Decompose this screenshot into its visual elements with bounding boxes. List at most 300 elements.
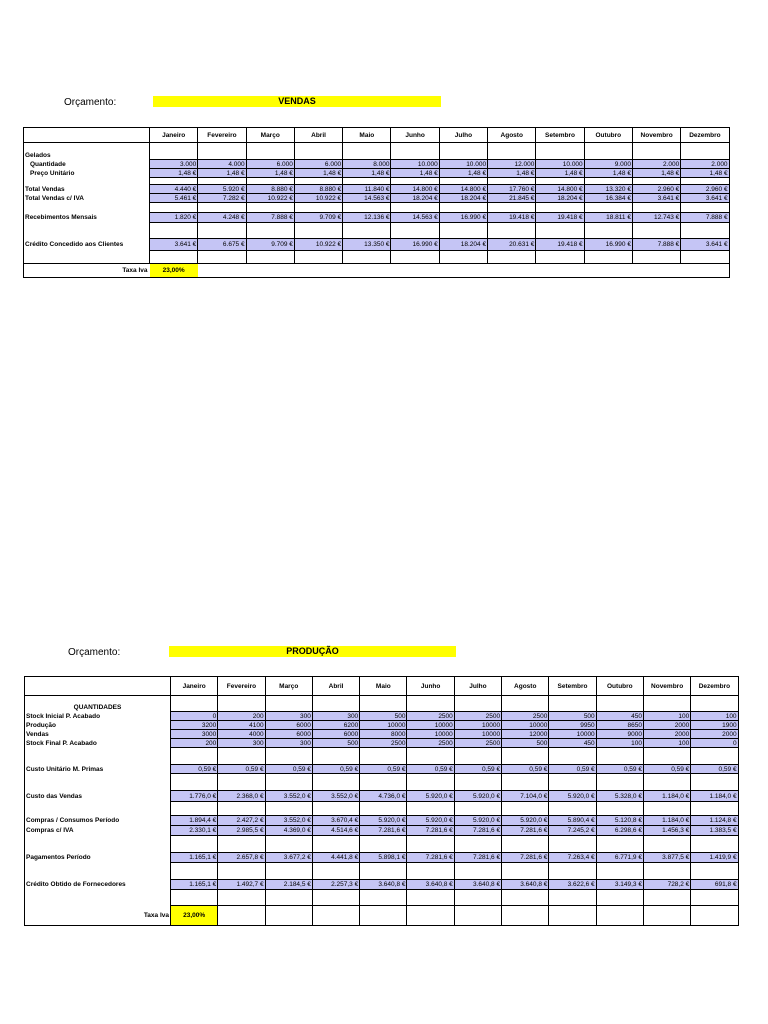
producao-value-cell: 3200: [171, 721, 218, 730]
vendas-spacer-cell: [536, 223, 584, 239]
producao-value-cell: 7.245,2 €: [549, 826, 596, 836]
vendas-spacer-cell: [198, 203, 246, 213]
vendas-value-cell: 19.418 €: [536, 213, 584, 223]
producao-value-cell: 1.383,5 €: [691, 826, 738, 836]
producao-value-cell: 1900: [691, 721, 738, 730]
producao-row-label: Produção: [26, 721, 56, 729]
producao-value-cell: 3.552,0 €: [312, 791, 359, 802]
producao-spacer-cell: [454, 836, 501, 853]
producao-spacer-cell: [596, 696, 643, 703]
producao-value-cell: 7.281,6 €: [502, 853, 549, 863]
vendas-spacer-cell: [632, 178, 680, 185]
producao-value-cell: 9000: [596, 730, 643, 739]
vendas-spacer-cell: [294, 251, 342, 264]
producao-spacer-cell: [502, 774, 549, 791]
producao-spacer-cell: [549, 836, 596, 853]
producao-value-cell: 200: [171, 739, 218, 748]
vendas-value-cell: 16.990 €: [584, 239, 632, 251]
vendas-value-cell: 1,48 €: [294, 169, 342, 178]
vendas-row-label: Total Vendas c/ IVA: [25, 194, 84, 202]
producao-value-cell: 3000: [171, 730, 218, 739]
vendas-spacer-cell: [536, 151, 584, 160]
producao-spacer-cell: [218, 863, 265, 880]
producao-spacer-cell: [691, 906, 738, 926]
producao-value-cell: 2.184,5 €: [265, 880, 312, 890]
producao-value-cell: 4100: [218, 721, 265, 730]
producao-spacer-cell: [312, 703, 359, 712]
vendas-spacer-cell: [632, 203, 680, 213]
producao-row-label: Custo das Vendas: [26, 792, 82, 800]
producao-value-cell: 2000: [643, 730, 690, 739]
vendas-spacer-cell: [681, 264, 729, 278]
producao-spacer-cell: [596, 802, 643, 816]
producao-table-row: [25, 739, 739, 748]
producao-spacer-cell: [454, 703, 501, 712]
producao-spacer-cell: [171, 748, 218, 765]
vendas-value-cell: 1,48 €: [584, 169, 632, 178]
producao-spacer-cell: [691, 774, 738, 791]
producao-value-cell: 200: [218, 712, 265, 721]
producao-value-cell: 300: [312, 712, 359, 721]
vendas-title-banner: VENDAS: [153, 96, 441, 107]
vendas-value-cell: 1,48 €: [150, 169, 198, 178]
vendas-taxa-label: Taxa Iva: [24, 264, 150, 278]
vendas-value-cell: 1,48 €: [391, 169, 439, 178]
vendas-spacer-cell: [343, 143, 391, 151]
producao-spacer-cell: [691, 890, 738, 906]
producao-value-cell: 3.640,8 €: [454, 880, 501, 890]
vendas-row-label: Crédito Concedido aos Clientes: [25, 241, 124, 248]
producao-spacer-cell: [360, 906, 407, 926]
producao-table-row: [25, 816, 739, 826]
producao-value-cell: 4.514,6 €: [312, 826, 359, 836]
vendas-value-cell: 3.641 €: [632, 194, 680, 203]
vendas-spacer-cell: [294, 264, 342, 278]
producao-value-cell: 6.298,6 €: [596, 826, 643, 836]
vendas-row-label: Total Vendas: [25, 185, 65, 193]
producao-spacer-cell: [691, 703, 738, 712]
producao-value-cell: 10000: [549, 730, 596, 739]
producao-spacer-cell: [360, 836, 407, 853]
vendas-row-label: Quantidade: [30, 160, 66, 168]
vendas-spacer-cell: [391, 264, 439, 278]
vendas-spacer-cell: [343, 264, 391, 278]
producao-spacer-cell: [218, 836, 265, 853]
producao-value-cell: 0,59 €: [691, 765, 738, 774]
producao-value-cell: 300: [265, 712, 312, 721]
vendas-table-row: [24, 185, 730, 194]
producao-table-row: [25, 730, 739, 739]
producao-value-cell: 5.920,0 €: [407, 816, 454, 826]
vendas-spacer-cell: [584, 264, 632, 278]
producao-spacer-cell: [407, 774, 454, 791]
vendas-spacer-cell: [439, 264, 487, 278]
producao-spacer-cell: [596, 748, 643, 765]
vendas-month-header: Novembro: [632, 128, 680, 143]
producao-value-cell: 3.552,0 €: [265, 816, 312, 826]
vendas-month-header: Fevereiro: [198, 128, 246, 143]
vendas-value-cell: 10.000: [391, 160, 439, 169]
producao-spacer-cell: [691, 748, 738, 765]
producao-spacer-cell: [360, 696, 407, 703]
vendas-value-cell: 10.922 €: [294, 239, 342, 251]
vendas-spacer: [24, 203, 150, 213]
producao-value-cell: 1.165,1 €: [171, 880, 218, 890]
vendas-spacer-cell: [246, 178, 294, 185]
producao-spacer-cell: [549, 696, 596, 703]
producao-value-cell: 1.165,1 €: [171, 853, 218, 863]
producao-row-label: Stock Final P. Acabado: [26, 739, 97, 747]
producao-row-label: Pagamentos Período: [26, 854, 91, 861]
producao-value-cell: 4.736,0 €: [360, 791, 407, 802]
vendas-spacer-cell: [294, 203, 342, 213]
vendas-spacer-cell: [584, 178, 632, 185]
producao-value-cell: 0,59 €: [549, 765, 596, 774]
vendas-spacer-cell: [439, 151, 487, 160]
vendas-spacer-cell: [391, 151, 439, 160]
producao-value-cell: 5.890,4 €: [549, 816, 596, 826]
producao-spacer-cell: [265, 890, 312, 906]
producao-spacer-cell: [218, 802, 265, 816]
vendas-table: [23, 127, 730, 278]
vendas-spacer: [24, 178, 150, 185]
producao-value-cell: 300: [265, 739, 312, 748]
vendas-value-cell: 1,48 €: [681, 169, 729, 178]
producao-month-header: Junho: [407, 677, 454, 696]
producao-value-cell: 1.456,3 €: [643, 826, 690, 836]
vendas-value-cell: 20.631 €: [488, 239, 536, 251]
producao-row-label: Compras / Consumos Período: [26, 817, 120, 824]
producao-spacer: [25, 890, 171, 906]
producao-spacer-cell: [454, 802, 501, 816]
vendas-value-cell: 10.922 €: [294, 194, 342, 203]
vendas-spacer-cell: [246, 251, 294, 264]
producao-spacer-cell: [549, 890, 596, 906]
vendas-spacer-cell: [488, 151, 536, 160]
producao-spacer-cell: [454, 906, 501, 926]
producao-value-cell: 2.257,3 €: [312, 880, 359, 890]
vendas-month-header: Dezembro: [681, 128, 729, 143]
vendas-spacer-cell: [150, 251, 198, 264]
producao-value-cell: 3.552,0 €: [265, 791, 312, 802]
producao-taxa-label: Taxa Iva: [25, 906, 171, 926]
producao-spacer-cell: [312, 890, 359, 906]
vendas-value-cell: 10.000: [439, 160, 487, 169]
vendas-spacer-cell: [150, 178, 198, 185]
producao-value-cell: 500: [549, 712, 596, 721]
producao-spacer-cell: [596, 890, 643, 906]
vendas-spacer-cell: [391, 203, 439, 213]
producao-value-cell: 2.657,8 €: [218, 853, 265, 863]
producao-spacer-cell: [691, 696, 738, 703]
producao-spacer-cell: [265, 696, 312, 703]
vendas-group-label: Gelados: [25, 151, 51, 159]
producao-month-header: Fevereiro: [218, 677, 265, 696]
vendas-spacer-cell: [343, 151, 391, 160]
producao-value-cell: 728,2 €: [643, 880, 690, 890]
producao-value-cell: 0,59 €: [596, 765, 643, 774]
producao-spacer-cell: [265, 774, 312, 791]
producao-row-label: Compras c/ IVA: [26, 827, 74, 834]
vendas-spacer-cell: [536, 203, 584, 213]
vendas-spacer-cell: [681, 151, 729, 160]
producao-value-cell: 7.281,6 €: [454, 826, 501, 836]
vendas-spacer-cell: [681, 143, 729, 151]
vendas-table-row: [24, 239, 730, 251]
producao-value-cell: 2500: [454, 712, 501, 721]
vendas-taxa-value: 23,00%: [150, 264, 198, 278]
producao-value-cell: 5.920,0 €: [549, 791, 596, 802]
vendas-month-header: Junho: [391, 128, 439, 143]
vendas-month-header: Julho: [439, 128, 487, 143]
producao-spacer-cell: [407, 906, 454, 926]
producao-value-cell: 500: [502, 739, 549, 748]
vendas-header-corner: [24, 128, 150, 143]
producao-spacer-cell: [549, 906, 596, 926]
producao-value-cell: 2.427,2 €: [218, 816, 265, 826]
producao-value-cell: 3.640,8 €: [407, 880, 454, 890]
producao-spacer-cell: [454, 748, 501, 765]
producao-spacer-cell: [265, 906, 312, 926]
producao-value-cell: 2500: [454, 739, 501, 748]
vendas-value-cell: 7.888 €: [681, 213, 729, 223]
vendas-spacer-cell: [632, 264, 680, 278]
producao-value-cell: 5.920,0 €: [454, 791, 501, 802]
producao-spacer-cell: [265, 748, 312, 765]
vendas-value-cell: 14.800 €: [391, 185, 439, 194]
producao-spacer-cell: [312, 748, 359, 765]
producao-value-cell: 300: [218, 739, 265, 748]
vendas-spacer-cell: [488, 264, 536, 278]
vendas-value-cell: 14.800 €: [536, 185, 584, 194]
producao-month-header: Março: [265, 677, 312, 696]
vendas-value-cell: 21.845 €: [488, 194, 536, 203]
vendas-spacer-cell: [488, 251, 536, 264]
vendas-row-label: Preço Unitário: [30, 169, 75, 177]
producao-value-cell: 4000: [218, 730, 265, 739]
vendas-spacer-cell: [246, 223, 294, 239]
producao-spacer-cell: [643, 802, 690, 816]
producao-value-cell: 100: [643, 739, 690, 748]
vendas-spacer-cell: [294, 151, 342, 160]
producao-spacer-cell: [407, 703, 454, 712]
producao-spacer-cell: [171, 863, 218, 880]
producao-value-cell: 0,59 €: [218, 765, 265, 774]
producao-month-header: Janeiro: [171, 677, 218, 696]
vendas-value-cell: 6.000: [294, 160, 342, 169]
producao-month-header: Abril: [312, 677, 359, 696]
vendas-value-cell: 4.000: [198, 160, 246, 169]
producao-spacer-cell: [643, 748, 690, 765]
producao-value-cell: 6000: [265, 721, 312, 730]
producao-value-cell: 1.184,0 €: [643, 816, 690, 826]
producao-value-cell: 3.670,4 €: [312, 816, 359, 826]
vendas-spacer-cell: [246, 143, 294, 151]
producao-value-cell: 0,59 €: [502, 765, 549, 774]
vendas-month-header: Outubro: [584, 128, 632, 143]
producao-title-banner: PRODUÇÃO: [169, 646, 456, 657]
producao-spacer-cell: [407, 802, 454, 816]
vendas-value-cell: 19.418 €: [536, 239, 584, 251]
vendas-spacer-cell: [584, 223, 632, 239]
vendas-value-cell: 2.960 €: [632, 185, 680, 194]
producao-value-cell: 100: [596, 739, 643, 748]
producao-value-cell: 6200: [312, 721, 359, 730]
producao-spacer-cell: [360, 802, 407, 816]
producao-spacer-cell: [171, 836, 218, 853]
producao-spacer-cell: [643, 774, 690, 791]
producao-value-cell: 2500: [407, 739, 454, 748]
producao-spacer-cell: [218, 703, 265, 712]
producao-value-cell: 0,59 €: [407, 765, 454, 774]
vendas-spacer-cell: [584, 143, 632, 151]
vendas-value-cell: 1,48 €: [439, 169, 487, 178]
vendas-spacer-cell: [343, 223, 391, 239]
producao-table: [24, 676, 739, 926]
producao-table-row: [25, 826, 739, 836]
producao-value-cell: 3.877,5 €: [643, 853, 690, 863]
producao-value-cell: 6000: [312, 730, 359, 739]
vendas-value-cell: 10.000: [536, 160, 584, 169]
producao-table-row: [25, 880, 739, 890]
producao-row-label: Vendas: [26, 730, 49, 738]
producao-value-cell: 10000: [407, 730, 454, 739]
vendas-spacer-cell: [632, 223, 680, 239]
vendas-spacer-cell: [343, 251, 391, 264]
producao-spacer-cell: [171, 703, 218, 712]
producao-value-cell: 0: [171, 712, 218, 721]
vendas-value-cell: 10.922 €: [246, 194, 294, 203]
vendas-month-header: Setembro: [536, 128, 584, 143]
producao-spacer-cell: [171, 802, 218, 816]
producao-spacer-cell: [502, 890, 549, 906]
vendas-spacer-cell: [150, 143, 198, 151]
producao-table-row: [25, 721, 739, 730]
producao-month-header: Novembro: [643, 677, 690, 696]
producao-value-cell: 1.184,0 €: [643, 791, 690, 802]
vendas-spacer-cell: [343, 203, 391, 213]
producao-spacer: [25, 748, 171, 765]
producao-spacer-cell: [312, 906, 359, 926]
vendas-spacer-cell: [198, 143, 246, 151]
vendas-value-cell: 13.320 €: [584, 185, 632, 194]
vendas-spacer-cell: [294, 223, 342, 239]
vendas-value-cell: 9.709 €: [294, 213, 342, 223]
producao-value-cell: 5.328,0 €: [596, 791, 643, 802]
producao-spacer-cell: [454, 890, 501, 906]
producao-spacer-cell: [407, 890, 454, 906]
producao-spacer-cell: [643, 836, 690, 853]
producao-value-cell: 9950: [549, 721, 596, 730]
vendas-value-cell: 6.000: [246, 160, 294, 169]
producao-spacer-cell: [171, 696, 218, 703]
producao-value-cell: 0,59 €: [643, 765, 690, 774]
producao-spacer-cell: [218, 748, 265, 765]
producao-value-cell: 3.149,3 €: [596, 880, 643, 890]
vendas-value-cell: 1,48 €: [343, 169, 391, 178]
producao-value-cell: 450: [596, 712, 643, 721]
producao-value-cell: 2.985,5 €: [218, 826, 265, 836]
producao-value-cell: 7.281,6 €: [407, 826, 454, 836]
producao-spacer-cell: [360, 863, 407, 880]
producao-value-cell: 100: [691, 712, 738, 721]
producao-row-label: Stock Inicial P. Acabado: [26, 712, 101, 720]
producao-spacer-cell: [312, 696, 359, 703]
producao-value-cell: 2500: [407, 712, 454, 721]
producao-spacer-cell: [265, 703, 312, 712]
producao-spacer-cell: [265, 802, 312, 816]
vendas-spacer-cell: [391, 223, 439, 239]
producao-spacer-cell: [502, 703, 549, 712]
vendas-value-cell: 1,48 €: [488, 169, 536, 178]
producao-month-header: Maio: [360, 677, 407, 696]
producao-value-cell: 2.330,1 €: [171, 826, 218, 836]
producao-value-cell: 2.368,0 €: [218, 791, 265, 802]
producao-value-cell: 0,59 €: [454, 765, 501, 774]
vendas-spacer-cell: [150, 151, 198, 160]
producao-table-row: [25, 765, 739, 774]
producao-value-cell: 10000: [454, 721, 501, 730]
vendas-spacer-cell: [294, 178, 342, 185]
vendas-value-cell: 8.000: [343, 160, 391, 169]
vendas-value-cell: 1,48 €: [246, 169, 294, 178]
vendas-value-cell: 11.840 €: [343, 185, 391, 194]
producao-value-cell: 500: [360, 712, 407, 721]
producao-spacer-cell: [312, 836, 359, 853]
vendas-month-header: Abril: [294, 128, 342, 143]
vendas-spacer-cell: [681, 203, 729, 213]
producao-spacer-cell: [312, 774, 359, 791]
producao-spacer-cell: [171, 890, 218, 906]
vendas-table-row: [24, 194, 730, 203]
producao-value-cell: 5.120,8 €: [596, 816, 643, 826]
vendas-spacer-cell: [391, 178, 439, 185]
vendas-spacer-cell: [439, 203, 487, 213]
producao-spacer-cell: [407, 748, 454, 765]
vendas-spacer-cell: [584, 151, 632, 160]
vendas-value-cell: 6.675 €: [198, 239, 246, 251]
vendas-value-cell: 12.743 €: [632, 213, 680, 223]
vendas-value-cell: 4.248 €: [198, 213, 246, 223]
producao-month-header: Julho: [454, 677, 501, 696]
producao-value-cell: 691,8 €: [691, 880, 738, 890]
vendas-spacer-cell: [391, 143, 439, 151]
producao-value-cell: 3.640,8 €: [360, 880, 407, 890]
producao-value-cell: 5.920,0 €: [454, 816, 501, 826]
producao-spacer-cell: [218, 906, 265, 926]
vendas-spacer-cell: [584, 251, 632, 264]
producao-value-cell: 500: [312, 739, 359, 748]
vendas-spacer-cell: [198, 251, 246, 264]
producao-value-cell: 3.677,2 €: [265, 853, 312, 863]
producao-spacer-cell: [171, 774, 218, 791]
vendas-spacer: [24, 143, 150, 151]
vendas-month-header: Agosto: [488, 128, 536, 143]
producao-value-cell: 1.184,0 €: [691, 791, 738, 802]
vendas-table-row: [24, 213, 730, 223]
vendas-value-cell: 2.960 €: [681, 185, 729, 194]
producao-spacer-cell: [360, 703, 407, 712]
producao-value-cell: 5.920,0 €: [502, 816, 549, 826]
producao-value-cell: 0,59 €: [360, 765, 407, 774]
producao-value-cell: 0: [691, 739, 738, 748]
producao-value-cell: 0,59 €: [171, 765, 218, 774]
producao-spacer-cell: [596, 703, 643, 712]
producao-spacer-cell: [407, 863, 454, 880]
vendas-value-cell: 16.990 €: [439, 213, 487, 223]
producao-value-cell: 2000: [643, 721, 690, 730]
vendas-value-cell: 1,48 €: [632, 169, 680, 178]
